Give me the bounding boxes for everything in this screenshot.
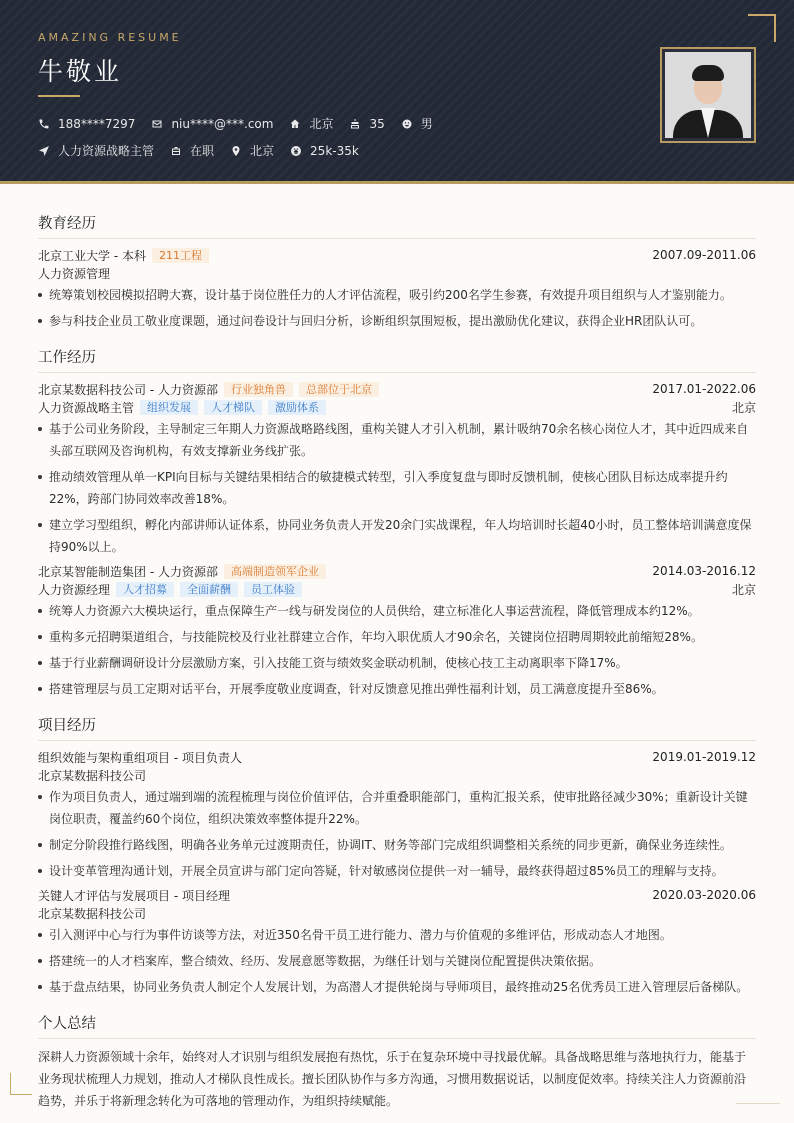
role-item	[38, 142, 154, 159]
list-item: 基于行业薪酬调研设计分层激励方案，引入技能工资与绩效奖金联动机制，使核心技工主动离职率下降17%。	[38, 652, 756, 674]
company-tag: 行业独角兽	[224, 382, 293, 397]
gender-text: 男	[420, 117, 433, 131]
age-item	[349, 117, 384, 131]
summary-text: 深耕人力资源领域十余年，始终对人才识别与组织发展抱有热忱，乐于在复杂环境中寻找最优解。具备战略思维与落地执行力，能基于业务现状梳理人力规划，推动人才梯队良性成长。擅长团队协作与多方沟通，习惯用数据说话，以制度促效率。持续关注人力资源前沿趋势，并乐于将新理念转化为可落地的管理动作，为组织持续赋能。	[38, 1050, 747, 1108]
home-item	[289, 115, 333, 132]
project-period: 2019.01-2019.12	[652, 750, 756, 764]
role-tag: 组织发展	[140, 400, 198, 415]
list-item: 重构多元招聘渠道组合，与技能院校及行业社群建立合作，年均入职优质人才90余名，关键岗位招聘周期较此前缩短28%。	[38, 626, 756, 648]
list-item: 基于盘点结果，协同业务负责人制定个人发展计划，为高潜人才提供轮岗与导师项目，最终推动25名优秀员工进入管理层后备梯队。	[38, 976, 756, 998]
age-text: 35	[369, 116, 385, 131]
list-item: 参与科技企业员工敬业度课题，通过问卷设计与回归分析，诊断组织氛围短板，提出激励优化建议，获得企业HR团队认可。	[38, 310, 756, 332]
project-org: 北京某数据科技公司	[38, 768, 147, 783]
intent-row	[38, 142, 375, 159]
home-text: 北京	[309, 117, 334, 131]
location-pin-icon	[230, 145, 242, 157]
home-icon	[289, 118, 301, 130]
role-tag: 激励体系	[268, 400, 326, 415]
section-title-education: 教育经历	[38, 212, 756, 239]
job-role: 人力资源战略主管	[38, 400, 135, 415]
profile-photo	[660, 47, 756, 143]
phone-item	[38, 117, 135, 131]
avatar	[665, 52, 751, 138]
school-name: 北京工业大学 - 本科	[38, 248, 146, 263]
company-name: 北京某智能制造集团 - 人力资源部	[38, 564, 218, 579]
list-item: 推动绩效管理从单一KPI向目标与关键结果相结合的敏捷模式转型，引入季度复盘与即时反馈机制，使核心团队目标达成率提升约22%，跨部门协同效率改善18%。	[38, 466, 756, 510]
project-org: 北京某数据科技公司	[38, 906, 147, 921]
list-item: 制定分阶段推行路线图，明确各业务单元过渡期责任，协调IT、财务等部门完成组织调整相关系统的同步更新，确保业务连续性。	[38, 834, 756, 856]
corner-decoration	[748, 14, 776, 42]
cake-icon	[349, 118, 361, 130]
list-item: 统筹人力资源六大模块运行，重点保障生产一线与研发岗位的人员供给，建立标准化人事运营流程，降低管理成本约12%。	[38, 600, 756, 622]
list-item: 搭建管理层与员工定期对话平台，开展季度敬业度调查，针对反馈意见推出弹性福利计划，员工满意度提升至86%。	[38, 678, 756, 700]
company-tag: 高端制造领军企业	[224, 564, 326, 579]
salary-text: 25k-35k	[310, 143, 359, 158]
list-item: 搭建统一的人才档案库，整合绩效、经历、发展意愿等数据，为继任计划与关键岗位配置提供决策依据。	[38, 950, 756, 972]
list-item: 引入测评中心与行为事件访谈等方法，对近350名骨干员工进行能力、潜力与价值观的多维评估，形成动态人才地图。	[38, 924, 756, 946]
email-text: niu****@***.com	[171, 116, 274, 131]
education-period: 2007.09-2011.06	[652, 248, 756, 262]
status-text: 在职	[190, 144, 215, 158]
education-entry	[38, 246, 756, 332]
company-tag: 总部位于北京	[299, 382, 379, 397]
candidate-name: 牛敬业	[38, 57, 123, 86]
role-tag: 人才招募	[116, 582, 174, 597]
briefcase-icon	[170, 145, 182, 157]
gender-item	[401, 115, 433, 132]
work-period: 2014.03-2016.12	[652, 564, 756, 578]
project-entry	[38, 748, 756, 882]
school-tag: 211工程	[152, 248, 209, 263]
salary-item	[290, 144, 359, 158]
section-title-work: 工作经历	[38, 346, 756, 373]
city-item	[230, 142, 274, 159]
project-period: 2020.03-2020.06	[652, 888, 756, 902]
list-item: 基于公司业务阶段，主导制定三年期人力资源战略路线图，重构关键人才引入机制，累计吸纳70余名核心岗位人才，其中近四成来自头部互联网及咨询机构，有效支撑新业务线扩张。	[38, 418, 756, 462]
work-city: 北京	[731, 400, 756, 415]
company-name: 北京某数据科技公司 - 人力资源部	[38, 382, 218, 397]
corner-decoration	[10, 1073, 32, 1095]
gender-icon	[401, 118, 413, 130]
contact-row	[38, 115, 449, 132]
mail-icon	[151, 118, 163, 130]
phone-icon	[38, 118, 50, 130]
list-item: 建立学习型组织，孵化内部讲师认证体系，协同业务负责人开发20余门实战课程，年人均培训时长超40小时，员工整体培训满意度保持90%以上。	[38, 514, 756, 558]
tagline: AMAZING RESUME	[38, 31, 182, 44]
work-period: 2017.01-2022.06	[652, 382, 756, 396]
work-entry	[38, 562, 756, 700]
target-role-text: 人力资源战略主管	[58, 144, 155, 158]
work-city: 北京	[731, 582, 756, 597]
send-icon	[38, 145, 50, 157]
list-item: 设计变革管理沟通计划，开展全员宣讲与部门定向答疑，针对敏感岗位提供一对一辅导，最终获得超过85%员工的理解与支持。	[38, 860, 756, 882]
role-tag: 员工体验	[244, 582, 302, 597]
resume-header	[0, 0, 794, 184]
divider	[736, 1103, 780, 1104]
project-entry	[38, 886, 756, 998]
list-item: 统筹策划校园模拟招聘大赛，设计基于岗位胜任力的人才评估流程，吸引约200名学生参赛，有效提升项目组织与人才鉴别能力。	[38, 284, 756, 306]
resume-content	[38, 200, 756, 1112]
role-tag: 人才梯队	[204, 400, 262, 415]
project-name: 关键人才评估与发展项目 - 项目经理	[38, 888, 230, 903]
major-name: 人力资源管理	[38, 266, 111, 281]
phone-text: 188****7297	[58, 116, 136, 131]
section-title-summary: 个人总结	[38, 1012, 756, 1039]
list-item: 作为项目负责人，通过端到端的流程梳理与岗位价值评估，合并重叠职能部门，重构汇报关系，使审批路径减少30%；重新设计关键岗位职责，覆盖约60个岗位，组织决策效率整体提升22%。	[38, 786, 756, 830]
work-entry	[38, 380, 756, 558]
money-icon	[290, 145, 302, 157]
section-title-projects: 项目经历	[38, 714, 756, 741]
job-role: 人力资源经理	[38, 582, 111, 597]
target-city-text: 北京	[250, 144, 275, 158]
project-name: 组织效能与架构重组项目 - 项目负责人	[38, 750, 242, 765]
name-underline	[38, 95, 80, 97]
status-item	[170, 142, 214, 159]
email-item	[151, 117, 273, 131]
role-tag: 全面薪酬	[180, 582, 238, 597]
